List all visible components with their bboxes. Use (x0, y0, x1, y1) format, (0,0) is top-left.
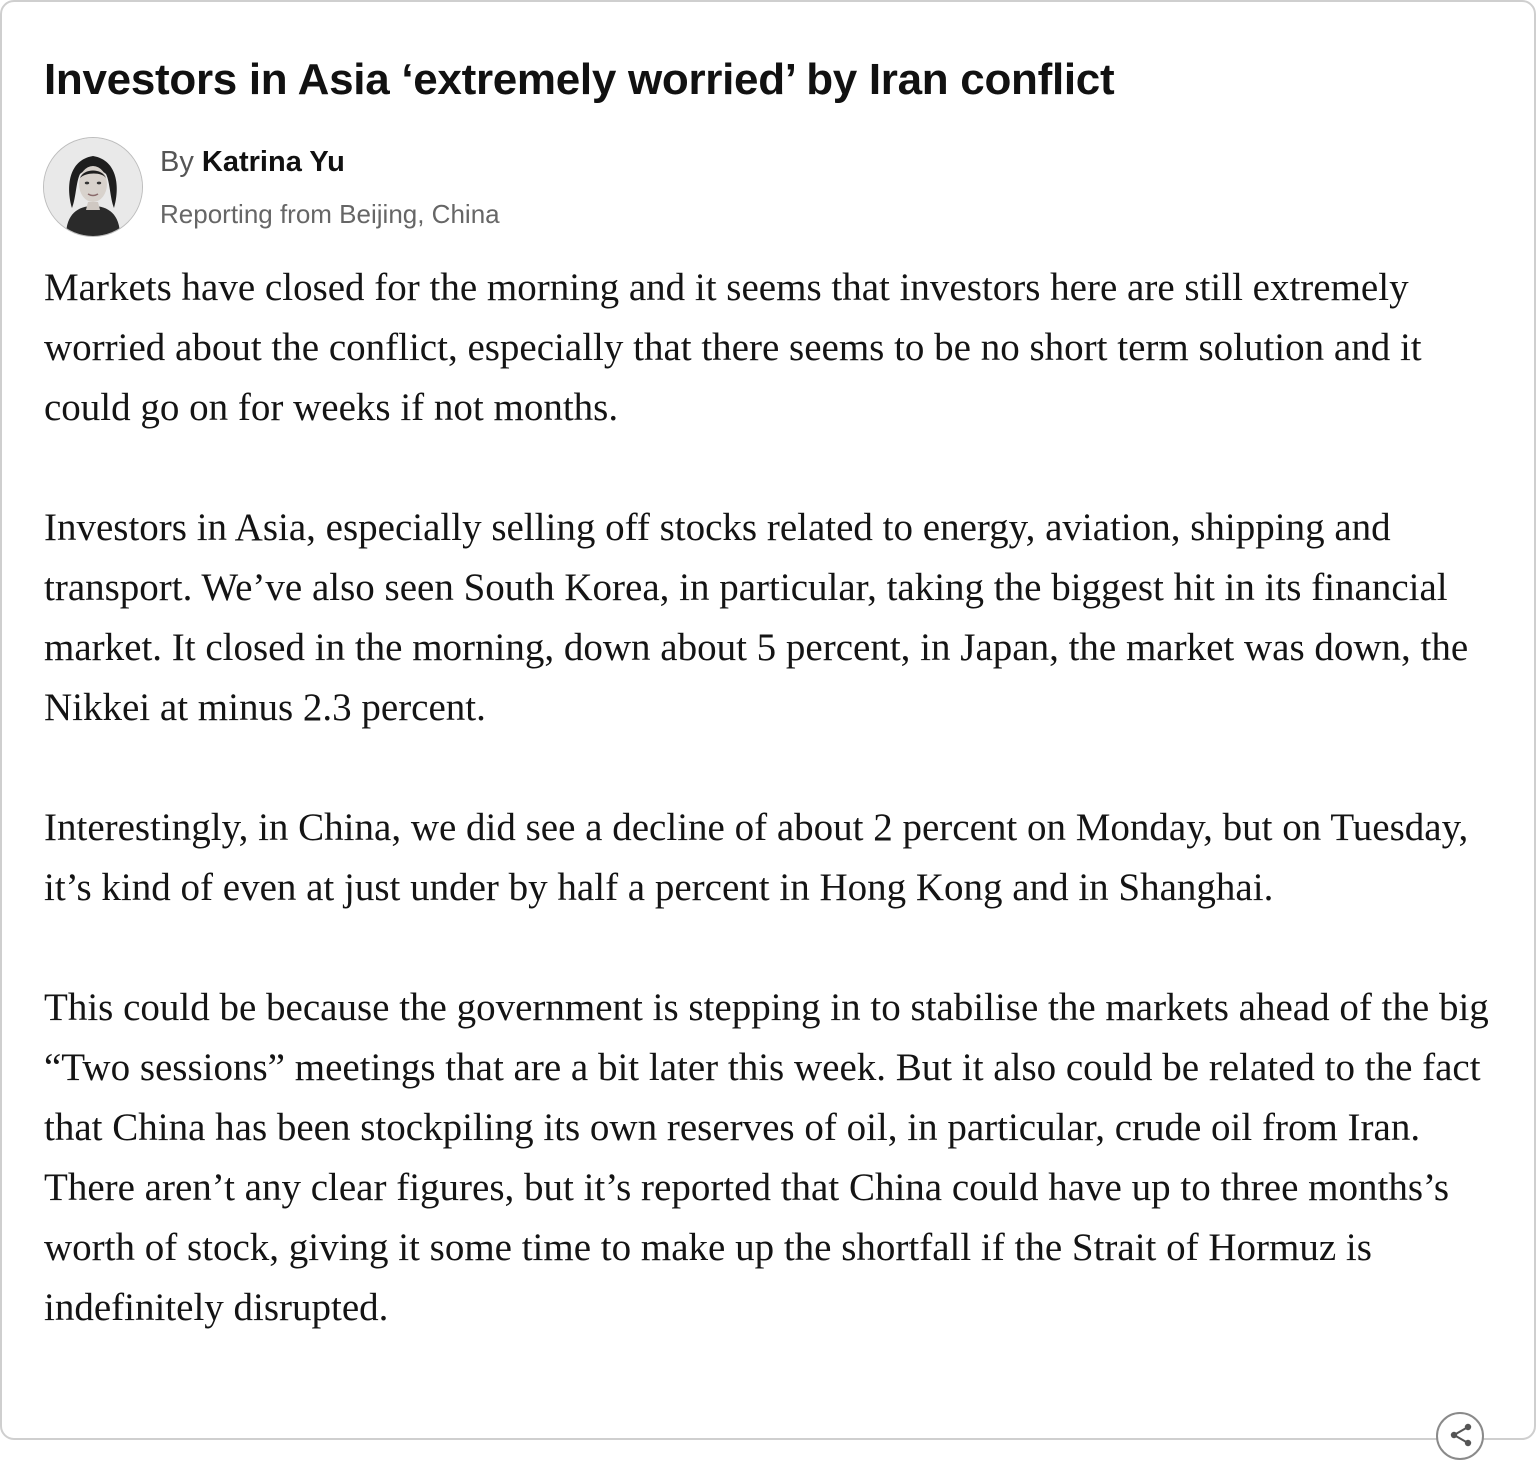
share-icon (1448, 1422, 1474, 1448)
article-paragraph: This could be because the government is stepping in to stabilise the markets ahead of the big “Two sessions” meetings that are a bit later this week. But it also could be related to the fact that China has been stockpiling its own reserves of oil, in particular, crude oil from Iran. There aren’t any clear figures, but it’s reported that China could have up to three months’s worth of stock, giving it some time to make up the shortfall if the Strait of Hormuz is indefinitely disrupted. (44, 986, 1489, 1329)
author-byline (160, 142, 345, 182)
article-body (44, 258, 1500, 1398)
author-location: Reporting from Beijing, China (160, 199, 500, 229)
share-button[interactable] (1436, 1412, 1484, 1460)
article-headline: Investors in Asia ‘extremely worried’ by Iran conflict (44, 55, 1115, 104)
article-paragraph: Investors in Asia, especially selling off stocks related to energy, aviation, shipping and transport. We’ve also seen South Korea, in particular, taking the biggest hit in its financial market. It closed in the morning, down about 5 percent, in Japan, the market was down, the Nikkei at minus 2.3 percent. (44, 506, 1469, 729)
byline-prefix: By (160, 146, 194, 178)
author-avatar[interactable] (44, 138, 142, 236)
author-photo-icon (44, 138, 142, 236)
author-name[interactable]: Katrina Yu (201, 146, 345, 178)
article-paragraph: Interestingly, in China, we did see a decline of about 2 percent on Monday, but on Tuesday, it’s kind of even at just under by half a percent in Hong Kong and in Shanghai. (44, 806, 1469, 909)
article-paragraph: Markets have closed for the morning and it seems that investors here are still extremely worried about the conflict, especially that there seems to be no short term solution and it could go on for weeks if not months. (44, 266, 1422, 429)
